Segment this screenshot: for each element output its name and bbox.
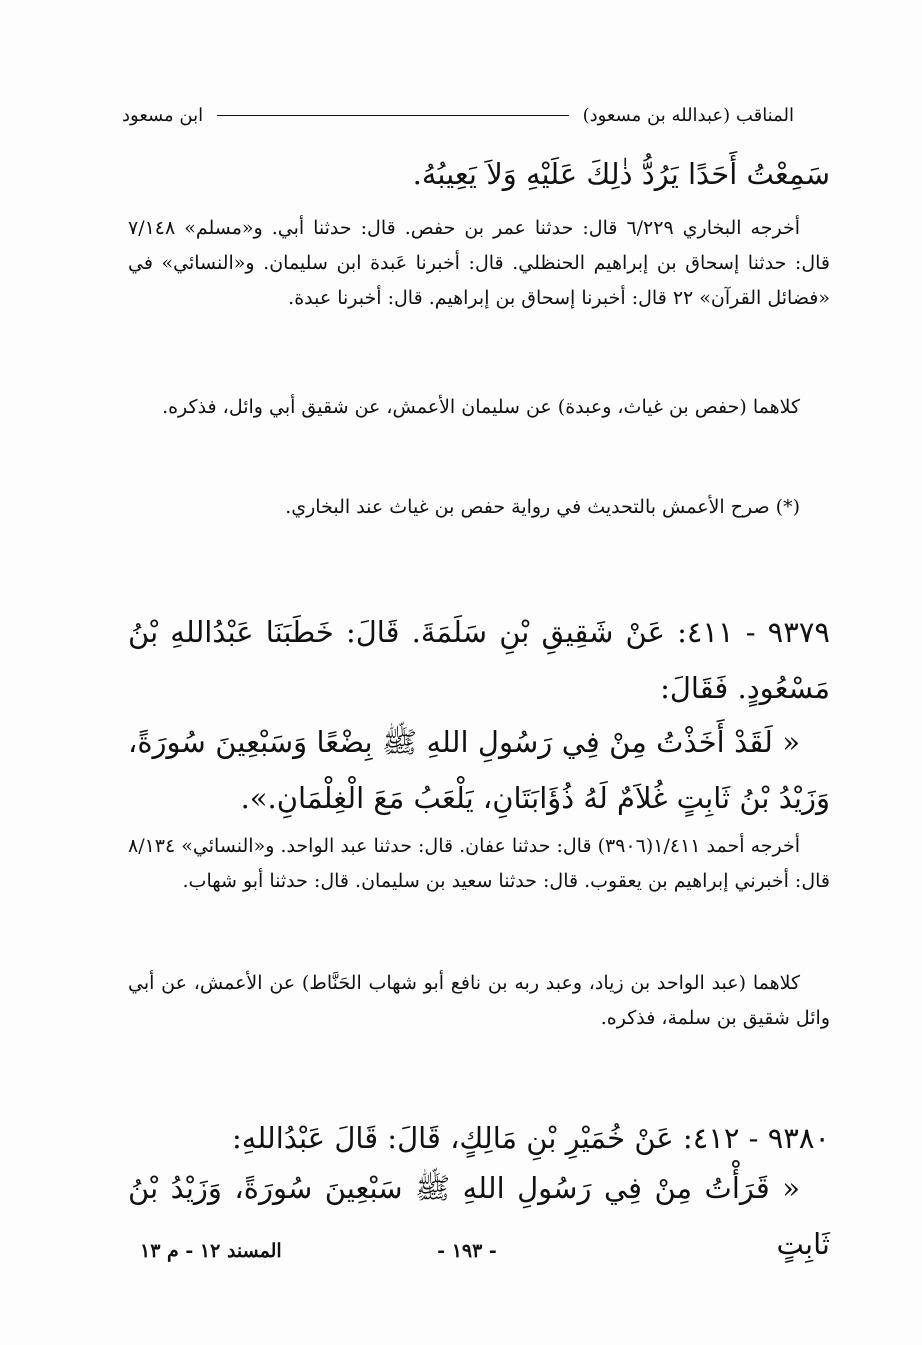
printer-signature: المسند ١٢ - م ١٣ — [140, 1240, 282, 1262]
header-topic: ابن مسعود — [122, 104, 204, 126]
hadith-matn-9379: « لَقَدْ أَخَذْتُ مِنْ فِي رَسُولِ اللهِ ﷺ بِضْعًا وَسَبْعِينَ سُورَةً، وَزَيْدُ بْنُ ثَابِتٍ غُلاَمٌ لَهُ ذُؤَابَتَانِ، يَلْعَبُ مَعَ الْغِلْمَانِ.». — [128, 725, 830, 815]
hadith-heading-9379: ٩٣٧٩ - ٤١١: عَنْ شَقِيقِ بْنِ سَلَمَةَ. قَالَ: خَطَبَنَا عَبْدُاللهِ بْنُ مَسْعُودٍ. فَقَالَ: — [128, 615, 830, 705]
header-rule — [217, 115, 568, 116]
hadith-text-continued: سَمِعْتُ أَحَدًا يَرُدُّ ذٰلِكَ عَلَيْهِ وَلاَ يَعِيبُهُ. — [412, 157, 830, 191]
isnad-summary: كلاهما (حفص بن غياث، وعبدة) عن سليمان الأعمش، عن شقيق أبي وائل، فذكره. — [162, 396, 800, 418]
running-header — [122, 100, 794, 130]
hadith-matn-9380: « قَرَأْتُ مِنْ فِي رَسُولِ اللهِ ﷺ سَبْعِينَ سُورَةً، وَزَيْدُ بْنُ ثَابِتٍ — [128, 1171, 830, 1261]
takhrij-paragraph: أخرجه البخاري ٦/٢٢٩ قال: حدثنا عمر بن حفص. قال: حدثنا أبي. و«مسلم» ٧/١٤٨ قال: حدثنا إسحاق بن إبراهيم الحنظلي. قال: أخبرنا عَبدة ابن سليمان. و«النسائي» في «فضائل القرآن» ٢٢ قال: أخبرنا إسحاق بن إبراهيم. قال: أخبرنا عبدة. — [128, 217, 830, 309]
page-number: - ١٩٣ - — [437, 1240, 497, 1262]
isnad-summary: كلاهما (عبد الواحد بن زياد، وعبد ربه بن نافع أبو شهاب الحَنَّاط) عن الأعمش، عن أبي وائل شقيق بن سلمة، فذكره. — [128, 972, 830, 1029]
footnote-note: (*) صرح الأعمش بالتحديث في رواية حفص بن غياث عند البخاري. — [285, 496, 800, 518]
page-footer — [140, 1240, 794, 1270]
takhrij-paragraph: أخرجه أحمد ١/٤١١(٣٩٠٦) قال: حدثنا عفان. قال: حدثنا عبد الواحد. و«النسائي» ٨/١٣٤ قال: أخبرني إبراهيم بن يعقوب. قال: حدثنا سعيد بن سليمان. قال: حدثنا أبو شهاب. — [128, 835, 830, 892]
header-section-title: المناقب (عبدالله بن مسعود) — [582, 104, 794, 126]
hadith-heading-9380: ٩٣٨٠ - ٤١٢: عَنْ خُمَيْرِ بْنِ مَالِكٍ، قَالَ: قَالَ عَبْدُاللهِ: — [232, 1121, 830, 1155]
